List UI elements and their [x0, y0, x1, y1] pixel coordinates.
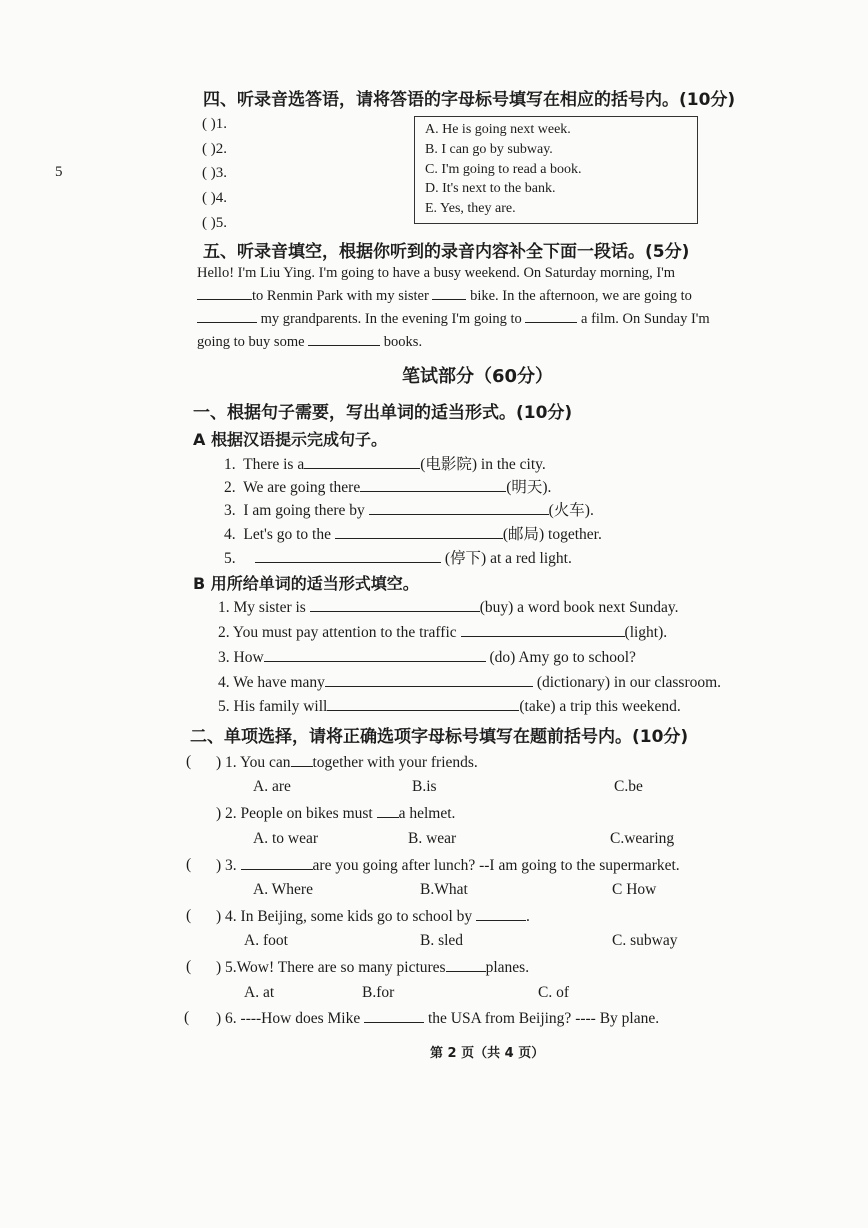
- passage-text: a film. On Sunday I'm: [581, 311, 710, 327]
- mc-question-6: ) 6. ----How does Mike the USA from Beijing? ---- By plane.: [216, 1010, 660, 1027]
- blank[interactable]: [525, 309, 577, 323]
- part-1-title: 一、根据句子需要，写出单词的适当形式。(10分): [193, 403, 573, 423]
- blank[interactable]: [369, 501, 549, 515]
- part-a-title: A 根据汉语提示完成句子。: [193, 430, 387, 449]
- passage-line: [197, 308, 777, 331]
- option-line: A. He is going next week.: [425, 122, 571, 137]
- blank[interactable]: [476, 907, 526, 921]
- mc-option: A. to wear: [253, 830, 318, 847]
- blank[interactable]: [432, 286, 466, 300]
- answer-item: ( )2.: [202, 141, 227, 157]
- blank[interactable]: [255, 549, 441, 563]
- blank[interactable]: [304, 455, 420, 469]
- passage-line: [197, 331, 777, 354]
- answer-item: ( )3.: [202, 165, 227, 181]
- mc-question-5: ) 5.Wow! There are so many pictures planes.: [216, 959, 530, 976]
- passage: [197, 262, 777, 354]
- part-2-title: 二、单项选择，请将正确选项字母标号填写在题前括号内。(10分): [190, 727, 689, 747]
- mc-option: B.for: [362, 984, 395, 1001]
- section-5-title: 五、听录音填空，根据你听到的录音内容补全下面一段话。(5分): [203, 242, 690, 262]
- option-line: C. I'm going to read a book.: [425, 162, 582, 177]
- mc-option: A. at: [244, 984, 275, 1001]
- option-line: D. It's next to the bank.: [425, 181, 556, 196]
- question-b4: 4. We have many (dictionary) in our classroom.: [218, 674, 722, 691]
- written-part-title: 笔试部分（60分）: [402, 366, 554, 387]
- passage-line: Hello! I'm Liu Ying. I'm going to have a busy weekend. On Saturday morning, I'm: [197, 265, 676, 281]
- blank[interactable]: [461, 623, 625, 637]
- part-b-title: B 用所给单词的适当形式填空。: [193, 574, 419, 593]
- passage-text: going to buy some: [197, 334, 305, 350]
- blank[interactable]: [377, 804, 399, 818]
- passage-line: [197, 285, 777, 308]
- question-b5: 5. His family will (take) a trip this weekend.: [218, 698, 681, 715]
- mc-question-1: ) 1. You can together with your friends.: [216, 754, 478, 771]
- blank[interactable]: [264, 648, 486, 662]
- mc-option: C. subway: [612, 932, 678, 949]
- mc-paren: (: [186, 958, 192, 975]
- mc-paren: (: [186, 907, 192, 924]
- answer-item: ( )5.: [202, 215, 227, 231]
- blank[interactable]: [446, 958, 486, 972]
- mc-option: C.wearing: [610, 830, 675, 847]
- mc-option: C How: [612, 881, 657, 898]
- mc-paren: (: [184, 1009, 190, 1026]
- mc-paren: (: [186, 753, 192, 770]
- option-line: E. Yes, they are.: [425, 201, 516, 216]
- blank[interactable]: [364, 1009, 424, 1023]
- blank[interactable]: [197, 309, 257, 323]
- question-a4: 4. Let's go to the (邮局) together.: [224, 526, 602, 543]
- mc-option: B.What: [420, 881, 468, 898]
- mc-option: B.is: [412, 778, 437, 795]
- blank[interactable]: [310, 598, 480, 612]
- passage-text: to Renmin Park with my sister: [252, 288, 429, 304]
- blank[interactable]: [308, 332, 380, 346]
- mc-option: C. of: [538, 984, 569, 1001]
- question-a1: 1. There is a (电影院) in the city.: [224, 456, 546, 473]
- blank[interactable]: [197, 286, 252, 300]
- question-a3: 3. I am going there by (火车).: [224, 502, 594, 519]
- option-line: B. I can go by subway.: [425, 142, 553, 157]
- answer-item: ( )1.: [202, 116, 227, 132]
- mc-option: A. Where: [253, 881, 313, 898]
- mc-question-4: ) 4. In Beijing, some kids go to school by .: [216, 908, 530, 925]
- question-b2: 2. You must pay attention to the traffic (light).: [218, 624, 668, 641]
- blank[interactable]: [327, 697, 519, 711]
- mc-option: C.be: [614, 778, 643, 795]
- mc-question-2: ) 2. People on bikes must a helmet.: [216, 805, 456, 822]
- section-4-title: 四、听录音选答语，请将答语的字母标号填写在相应的括号内。(10分): [203, 90, 736, 110]
- mc-question-3: ) 3. are you going after lunch? --I am going to the supermarket.: [216, 857, 680, 874]
- blank[interactable]: [291, 753, 313, 767]
- passage-text: bike. In the afternoon, we are going to: [470, 288, 692, 304]
- passage-text: my grandparents. In the evening I'm going to: [260, 311, 522, 327]
- passage-text: books.: [383, 334, 423, 350]
- mc-option: A. foot: [244, 932, 288, 949]
- margin-mark: 5: [55, 164, 63, 180]
- mc-option: B. wear: [408, 830, 457, 847]
- question-b1: 1. My sister is (buy) a word book next Sunday.: [218, 599, 679, 616]
- blank[interactable]: [241, 856, 313, 870]
- mc-option: A. are: [253, 778, 291, 795]
- answer-item: ( )4.: [202, 190, 227, 206]
- question-a2: 2. We are going there (明天).: [224, 479, 552, 496]
- question-a5: 5. (停下) at a red light.: [224, 550, 572, 567]
- question-b3: 3. How (do) Amy go to school?: [218, 649, 636, 666]
- options-box: [414, 116, 698, 224]
- blank[interactable]: [360, 478, 506, 492]
- mc-paren: (: [186, 856, 192, 873]
- blank[interactable]: [335, 525, 503, 539]
- blank[interactable]: [325, 673, 533, 687]
- mc-option: B. sled: [420, 932, 464, 949]
- page-footer: 第 2 页（共 4 页）: [430, 1046, 545, 1061]
